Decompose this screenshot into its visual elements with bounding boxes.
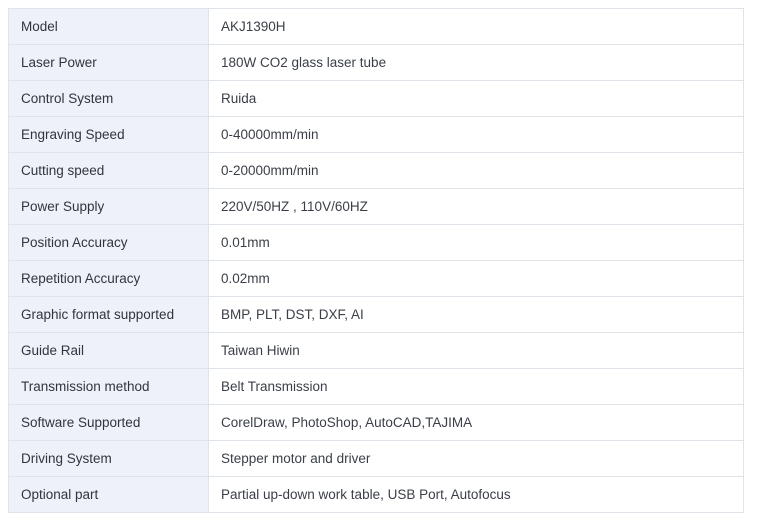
table-row — [9, 297, 744, 333]
table-row — [9, 261, 744, 297]
spec-label: Cutting speed — [9, 153, 209, 189]
table-row — [9, 369, 744, 405]
spec-value: 0-20000mm/min — [209, 153, 744, 189]
spec-value: Stepper motor and driver — [209, 441, 744, 477]
table-row — [9, 441, 744, 477]
specification-table-body — [9, 9, 744, 513]
table-row — [9, 189, 744, 225]
spec-value: Ruida — [209, 81, 744, 117]
spec-label: Graphic format supported — [9, 297, 209, 333]
spec-label: Guide Rail — [9, 333, 209, 369]
spec-label: Driving System — [9, 441, 209, 477]
spec-value: Taiwan Hiwin — [209, 333, 744, 369]
spec-value: 0.01mm — [209, 225, 744, 261]
table-row — [9, 225, 744, 261]
spec-value: AKJ1390H — [209, 9, 744, 45]
spec-label: Control System — [9, 81, 209, 117]
spec-label: Engraving Speed — [9, 117, 209, 153]
spec-label: Repetition Accuracy — [9, 261, 209, 297]
spec-value: 0-40000mm/min — [209, 117, 744, 153]
spec-value: BMP, PLT, DST, DXF, AI — [209, 297, 744, 333]
table-row — [9, 117, 744, 153]
specification-table — [8, 8, 744, 513]
table-row — [9, 153, 744, 189]
table-row — [9, 9, 744, 45]
spec-value: Belt Transmission — [209, 369, 744, 405]
table-row — [9, 81, 744, 117]
table-row — [9, 333, 744, 369]
spec-value: 220V/50HZ , 110V/60HZ — [209, 189, 744, 225]
spec-label: Model — [9, 9, 209, 45]
spec-label: Optional part — [9, 477, 209, 513]
spec-value: CorelDraw, PhotoShop, AutoCAD,TAJIMA — [209, 405, 744, 441]
spec-label: Software Supported — [9, 405, 209, 441]
spec-label: Laser Power — [9, 45, 209, 81]
table-row — [9, 405, 744, 441]
table-row — [9, 45, 744, 81]
spec-label: Power Supply — [9, 189, 209, 225]
spec-value: 180W CO2 glass laser tube — [209, 45, 744, 81]
spec-label: Transmission method — [9, 369, 209, 405]
spec-value: 0.02mm — [209, 261, 744, 297]
spec-label: Position Accuracy — [9, 225, 209, 261]
table-row — [9, 477, 744, 513]
spec-value: Partial up-down work table, USB Port, Autofocus — [209, 477, 744, 513]
